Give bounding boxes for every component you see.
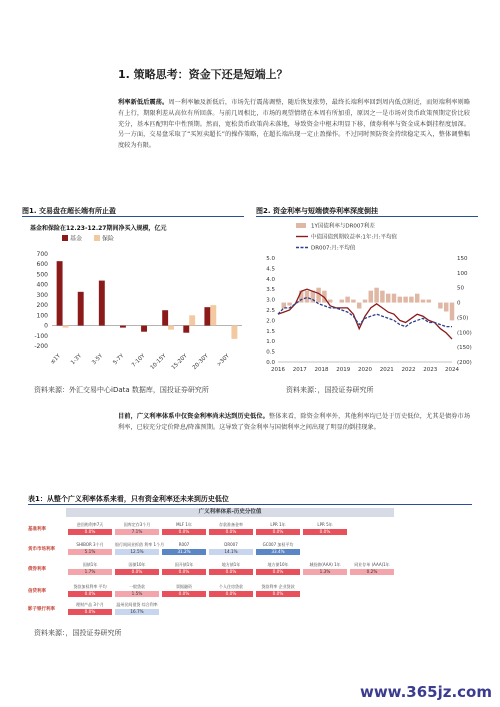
fig1-bar-保险->30Y <box>231 326 237 339</box>
table-cell-name: 票据融资 <box>176 584 192 589</box>
table-cell-value: 0.0% <box>209 529 253 535</box>
table-cell-value: 33.4% <box>256 549 300 555</box>
fig1-subtitle: 基金和保险在12.23-12.27期间净买入规模，亿元 <box>30 225 167 232</box>
fig2-ytick-right: (150) <box>457 345 472 352</box>
table1-source: 资料来源：，国投证券研究所 <box>34 629 122 637</box>
fig2-spread-bar <box>427 300 431 303</box>
fig2-spread-bar <box>392 294 396 303</box>
fig2-spread-bar <box>403 297 407 303</box>
table-cell-name: MLF 1年 <box>176 522 192 527</box>
fig1-bar-基金-5-7Y <box>120 326 126 328</box>
fig1-bar-基金-1-3Y <box>78 292 84 326</box>
fig2-ytick-left: 3.5 <box>266 287 275 294</box>
table-cell-value: 0.0% <box>162 529 206 535</box>
fig2-ytick-right: (100) <box>457 330 472 337</box>
table-cell-value: 0.0% <box>303 529 347 535</box>
fig1-bar-基金-7-10Y <box>141 326 147 332</box>
table-cell-name: 同业存单 (AAA)1年 <box>354 562 390 567</box>
fig2-legend-label-0: 1Y国债利率与DR007利差 <box>311 223 375 230</box>
fig1-legend-label-1: 保险 <box>102 235 115 243</box>
fig1-ytick: 200 <box>36 302 48 310</box>
fig1-xtick: 1-3Y <box>70 353 84 367</box>
fig1-title: 图1. 交易盘在超长端有所止盈 <box>22 207 116 215</box>
table-cell-name: 理财产品 3个月 <box>76 602 104 607</box>
fig1-xtick: 5-7Y <box>112 353 126 367</box>
fig2-spread-bar <box>409 297 413 303</box>
table-cell-name: 地方债10年 <box>267 562 289 567</box>
fig2-spread-bar <box>398 297 402 303</box>
fig2-spread-bar <box>450 303 454 321</box>
table-cell-value: 0.0% <box>68 591 112 597</box>
fig1-ytick: 500 <box>36 271 48 279</box>
fig2-ytick-right: (200) <box>457 360 472 366</box>
fig2-rule <box>256 216 478 217</box>
fig1-bar-保险-15-20Y <box>189 315 195 325</box>
fig1-xtick: 15-20Y <box>170 353 189 372</box>
fig2-spread-bar <box>369 291 373 303</box>
table-cell-name: 逆回购利率7天 <box>76 522 104 527</box>
fig2-ytick-left: 5.0 <box>266 256 275 262</box>
table-row-label: 基准利率 <box>28 527 46 532</box>
table-cell-value: 1.3% <box>303 569 347 575</box>
fig2-source: 资料来源：，国投证券研究所 <box>286 386 374 394</box>
table-cell-name: LPR 5年 <box>317 522 333 527</box>
fig2-ytick-left: 3.0 <box>266 297 275 304</box>
fig2-spread-bar <box>374 288 378 303</box>
fig2-xtick: 2018 <box>314 367 329 373</box>
table-cell-value: 1.5% <box>115 591 159 597</box>
table-cell-value: 0.0% <box>68 529 112 535</box>
table-cell-value: 0.0% <box>162 569 206 575</box>
table-cell-value: 0.0% <box>256 529 300 535</box>
table-cell-value: 0.0% <box>68 609 112 615</box>
fig2-spread-bar <box>287 303 291 306</box>
fig2-xtick: 2021 <box>379 367 394 373</box>
fig2-legend-label-2: DR007:月:平均值 <box>311 245 356 252</box>
table-cell-value: 14.1% <box>209 549 253 555</box>
table-row-label: 货币市场利率 <box>28 547 55 552</box>
fig2-ytick-right: 50 <box>457 285 464 292</box>
fig1-xtick: >30Y <box>216 353 231 368</box>
table1-title: 表1：从整个广义利率体系来看，只有资金利率还未来到历史低位 <box>28 495 229 503</box>
table-row-label: 债券利率 <box>28 567 46 572</box>
table-row-label: 影子银行利率 <box>28 607 55 612</box>
fig2-spread-bar <box>438 303 442 309</box>
fig2-xtick: 2024 <box>445 367 459 373</box>
table-cell-value: 12.5% <box>115 549 159 555</box>
fig1-xtick: 20-30Y <box>191 353 210 372</box>
table-cell-name: 国开债1年 <box>174 562 194 567</box>
fig2-ytick-left: 4.5 <box>266 266 275 273</box>
fig2-xtick: 2020 <box>358 367 372 373</box>
paragraph-rates <box>118 98 470 152</box>
table-cell-value: 0.0% <box>209 591 253 597</box>
table1-header: 广义利率体系-历史分位值 <box>66 508 394 517</box>
fig1-xtick: 10-15Y <box>149 353 168 372</box>
table-cell-value: 0.0% <box>162 591 206 597</box>
fig1-legend-swatch-1 <box>94 235 100 241</box>
fig2-xtick: 2022 <box>401 367 416 373</box>
fig2-spread-bar <box>305 291 309 303</box>
table-cell-value: 5.1% <box>68 549 112 555</box>
table-cell-value: 1.7% <box>68 569 112 575</box>
fig1-source: 资料来源：外汇交易中心iData 数据库，国投证券研究所 <box>34 386 209 394</box>
table-cell-value: 0.0% <box>209 569 253 575</box>
fig1-ytick: 400 <box>36 281 48 289</box>
fig2-spread-bar <box>421 300 425 303</box>
fig2-ytick-left: 2.0 <box>266 318 275 325</box>
paragraph-body: 周一利率触及新低后，市场先行震荡调整，随后恢复涨势，最终长端利率回到周内低点附近，而短端利率则略有上行，期限利差从高位有所回落。与前几周相比，市场的观望情绪在本周有所加重，原因之一是市场对货币政策预期定价比较充分，基本匹配明年中性预期。然而，宽松货币政策尚未落地，导致资金中枢未明显下移，债券利率与资金成本倒挂程度加深。另一方面，交易盘采取了“买短卖超长”的操作策略，在超长端出现一定止盈操作。不过同时预防资金持续稳定买入，整体调整幅度较为有限。 <box>118 99 471 150</box>
paragraph-lead: 利率新低后震荡。 <box>118 99 169 106</box>
table-cell-value: 7.1% <box>115 529 159 535</box>
fig1-ytick: -200 <box>34 343 48 350</box>
table-cell-name: 贷款加权利率 平均 <box>73 584 107 589</box>
table-cell-name: DR007 <box>224 542 238 547</box>
table-cell-name: 地方债1年 <box>221 562 241 567</box>
table-cell-value: 0.2% <box>350 569 394 575</box>
fig2-ytick-right: 0 <box>457 300 461 307</box>
fig2-ytick-left: 4.0 <box>266 276 275 283</box>
fig2-spread-bar <box>351 300 355 303</box>
fig2-spread-bar <box>340 300 344 303</box>
fig1-ytick: 0 <box>44 322 48 330</box>
fig2-spread-bar <box>386 294 390 303</box>
fig1-bar-基金-10-15Y <box>162 310 168 325</box>
fig2-ytick-left: 2.5 <box>266 308 275 314</box>
fig2-ytick-left: 0.0 <box>266 360 275 366</box>
fig2-spread-bar <box>345 297 349 303</box>
table-cell-name: 个人住房贷款 <box>219 584 243 589</box>
fig2-spread-bar <box>444 303 448 312</box>
fig2-xtick: 2017 <box>292 367 307 373</box>
table-cell-value: 31.2% <box>162 549 206 555</box>
rate-percentile-table <box>28 508 472 623</box>
table-cell-name: 存款准备金率 <box>219 522 243 527</box>
fig1-ytick: -100 <box>34 332 48 340</box>
fig1-ytick: 700 <box>36 251 48 258</box>
fig2-ytick-right: 150 <box>457 256 468 262</box>
fig2-chart <box>256 218 482 380</box>
fig2-ytick-left: 0.5 <box>266 349 275 356</box>
fig2-spread-bar <box>363 300 367 303</box>
fig2-xtick: 2023 <box>423 367 438 373</box>
fig2-spread-bar <box>380 291 384 303</box>
fig1-bar-基金-20-30Y <box>204 307 210 325</box>
fig1-rule <box>22 216 244 217</box>
fig1-chart <box>22 218 246 380</box>
fig1-bar-基金-3-5Y <box>99 281 105 326</box>
table-cell-name: 国债10年 <box>128 562 146 567</box>
fig1-ytick: 300 <box>36 291 48 299</box>
fig2-ytick-right: (50) <box>457 315 469 322</box>
table-cell-name: 国债1年 <box>82 562 98 567</box>
fig2-spread-bar <box>328 300 332 303</box>
fig1-xtick: 7-10Y <box>130 353 147 369</box>
table-cell-name: 城投债(AAA) 1年 <box>309 562 341 567</box>
table-cell-value: 0.0% <box>256 569 300 575</box>
fig1-xtick: ≤1Y <box>49 353 62 366</box>
fig2-spread-bar <box>357 303 361 309</box>
fig2-spread-bar <box>415 294 419 303</box>
fig1-legend-swatch-0 <box>62 235 68 241</box>
fig1-bar-保险-10-15Y <box>168 326 174 330</box>
table-cell-name: 贷款利率 企业贷款 <box>261 584 295 589</box>
table-cell-value: 0.0% <box>256 591 300 597</box>
paragraph2-body: 整体来看，除资金利率外，其他利率均已处于历史低位，尤其是债券市场利率，已较充分定价降息/降准预期。这导致了资金利率与国债利率之间出现了明显的倒挂现象。 <box>118 413 471 431</box>
fig1-bar-基金-≤1Y <box>57 261 63 325</box>
table-cell-name: 温州民间借贷 综合利率 <box>116 602 158 607</box>
fig1-bar-保险-20-30Y <box>210 305 216 325</box>
paragraph2-lead: 目前，广义利率体系中仅资金利率尚未达到历史低位。 <box>118 413 269 420</box>
fig1-ytick: 600 <box>36 261 48 269</box>
fig1-bar-基金-15-20Y <box>183 326 189 333</box>
fig1-ytick: 100 <box>36 312 48 320</box>
table-cell-name: SHIBOR 3个月 <box>76 542 104 547</box>
fig1-xtick: 3-5Y <box>91 353 105 367</box>
fig2-legend-swatch-0 <box>296 223 306 228</box>
fig2-xtick: 2019 <box>336 367 351 373</box>
fig2-legend-label-1: 中债国债到期收益率:1年:月:平均值 <box>311 234 398 241</box>
watermark: www.365jz.com <box>359 683 492 701</box>
table-cell-value: 16.7% <box>115 609 159 615</box>
table-cell-value: 0.0% <box>115 569 159 575</box>
table1-rule <box>28 504 472 505</box>
fig1-bar-保险-≤1Y <box>63 326 69 328</box>
table-cell-name: LPR 1年 <box>270 522 286 527</box>
fig2-xtick: 2016 <box>271 367 285 373</box>
fig2-ytick-left: 1.5 <box>266 328 275 335</box>
fig2-ytick-right: 100 <box>457 270 468 277</box>
fig2-yield-1y-line <box>278 289 452 339</box>
fig2-ytick-left: 1.0 <box>266 339 275 346</box>
fig1-legend-label-0: 基金 <box>70 235 83 243</box>
table-row-label: 信贷利率 <box>28 589 46 594</box>
section-title: 1. 策略思考：资金下还是短端上？ <box>118 68 288 81</box>
fig2-title: 图2. 资金利率与短端债券利率深度倒挂 <box>256 207 378 215</box>
table-cell-name: 国库定存3个月 <box>123 522 151 527</box>
table-cell-name: 银行间同业拆借 利率 1个月 <box>115 542 165 547</box>
table-cell-name: GC007 加权平均 <box>262 542 294 547</box>
paragraph-funding <box>118 412 470 434</box>
table-cell-name: R007 <box>178 542 190 547</box>
table-cell-name: 一般贷款 <box>129 584 145 589</box>
